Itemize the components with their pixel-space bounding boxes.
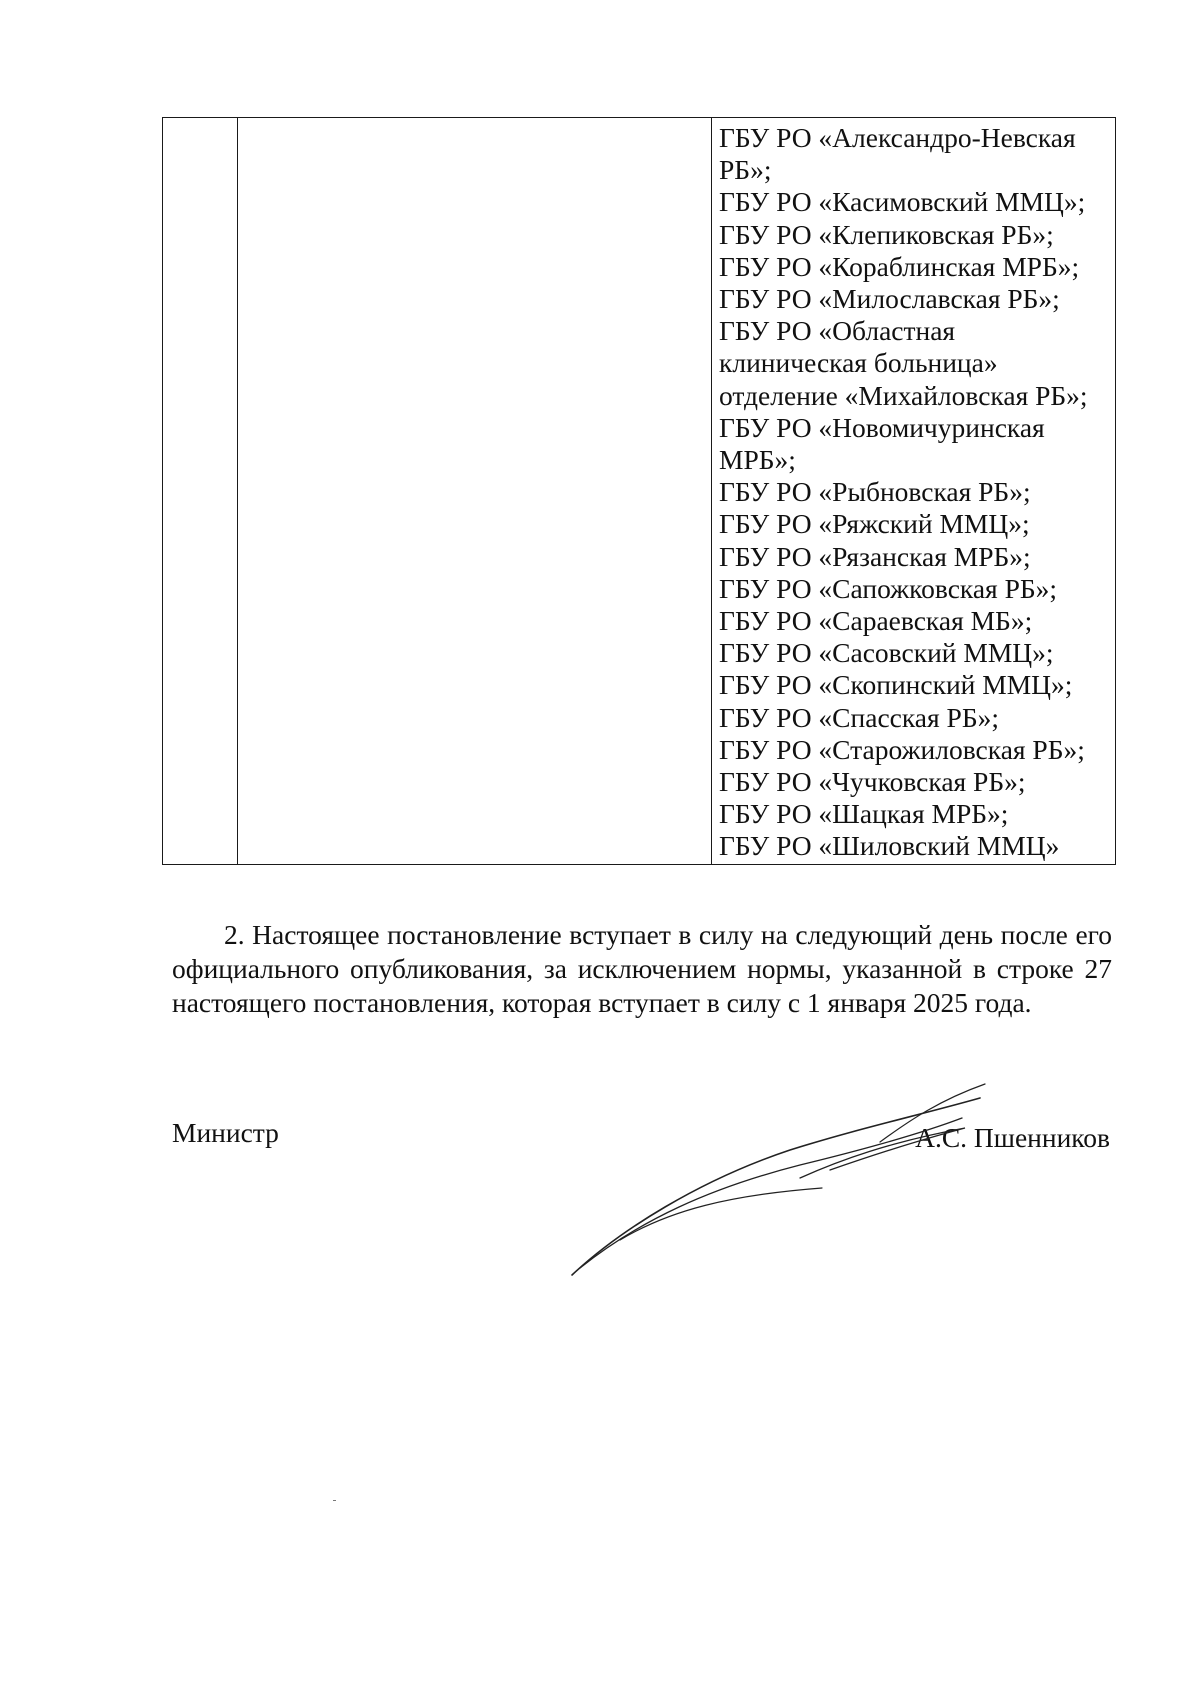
organization-line: ГБУ РО «Касимовский ММЦ»; <box>719 186 1086 218</box>
table-column-divider <box>711 118 712 864</box>
handwritten-signature <box>560 1070 1000 1280</box>
organization-line: ГБУ РО «Милославская РБ»; <box>719 283 1060 315</box>
organization-line: МРБ»; <box>719 444 796 476</box>
organization-line: ГБУ РО «Кораблинская МРБ»; <box>719 250 1080 282</box>
organization-line: ГБУ РО «Шацкая МРБ»; <box>719 798 1009 830</box>
organization-line: ГБУ РО «Сасовский ММЦ»; <box>719 637 1054 669</box>
organization-line: ГБУ РО «Старожиловская РБ»; <box>719 733 1085 765</box>
organization-line: ГБУ РО «Сапожковская РБ»; <box>719 572 1058 604</box>
organization-line: ГБУ РО «Спасская РБ»; <box>719 701 1000 733</box>
organization-line: ГБУ РО «Клепиковская РБ»; <box>719 218 1054 250</box>
signatory-name: А.С. Пшенников <box>915 1122 1110 1153</box>
scan-speck <box>333 1500 336 1501</box>
organization-line: отделение «Михайловская РБ»; <box>719 379 1088 411</box>
organization-line: ГБУ РО «Рязанская МРБ»; <box>719 540 1031 572</box>
organization-line: ГБУ РО «Новомичуринская <box>719 411 1045 443</box>
organization-line: ГБУ РО «Шиловский ММЦ» <box>719 830 1060 862</box>
organization-list <box>719 118 1115 863</box>
organization-line: клиническая больница» <box>719 347 998 379</box>
organization-line: ГБУ РО «Чучковская РБ»; <box>719 766 1026 798</box>
organization-line: ГБУ РО «Областная <box>719 315 956 347</box>
organization-line: ГБУ РО «Александро-Невская <box>719 122 1076 153</box>
organization-line: ГБУ РО «Скопинский ММЦ»; <box>719 669 1073 701</box>
signatory-title: Министр <box>172 1117 279 1148</box>
organization-line: ГБУ РО «Рыбновская РБ»; <box>719 476 1031 508</box>
table-column-divider <box>237 118 238 864</box>
organization-line: ГБУ РО «Ряжский ММЦ»; <box>719 508 1030 540</box>
organization-line: ГБУ РО «Сараевская МБ»; <box>719 605 1033 637</box>
organizations-table <box>162 117 1116 865</box>
organization-line: РБ»; <box>719 154 772 186</box>
effective-date-paragraph: 2. Настоящее постановление вступает в силу на следующий день после его официального опубликования, за исключением нормы, указанной в строке 27 настоящего постановления, которая вступает в силу с 1 января 2025 года. <box>172 919 1112 1018</box>
